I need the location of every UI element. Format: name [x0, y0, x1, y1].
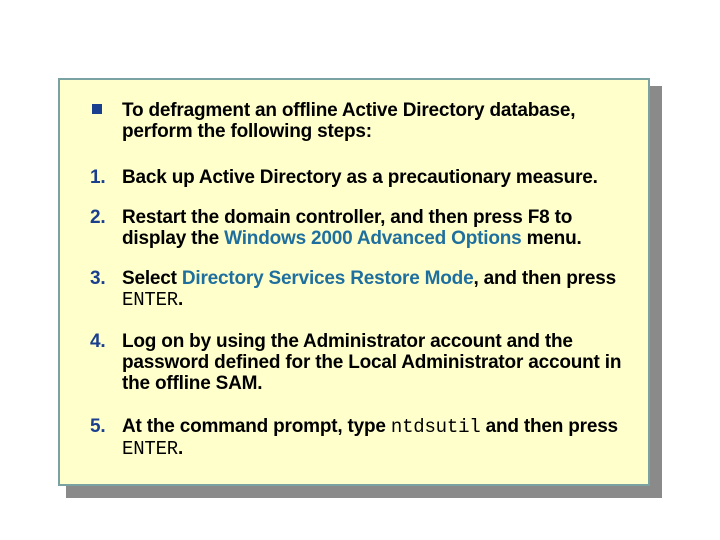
step-number: 5.: [90, 416, 106, 437]
step-number: 2.: [90, 207, 106, 228]
mode-name: Directory Services Restore Mode: [181, 268, 474, 289]
step-3: [90, 268, 630, 311]
step-number: 1.: [90, 167, 106, 188]
step-4: [90, 331, 630, 394]
key-name: ENTER: [122, 289, 179, 311]
step-text: Restart the domain controller, and then press F8 to display the Windows 2000 Advanced Options menu.: [122, 207, 582, 249]
intro-text: To defragment an offline Active Directory database, perform the following steps:: [122, 100, 576, 142]
intro-item: [90, 100, 630, 142]
step-5: [90, 416, 630, 460]
menu-name: Windows 2000 Advanced Options: [224, 228, 522, 249]
step-number: 4.: [90, 331, 106, 352]
step-text: Back up Active Directory as a precautionary measure.: [122, 167, 598, 188]
step-text: Log on by using the Administrator account and the password defined for the Local Administrator account in the offline SAM.: [122, 331, 622, 394]
step-2: [90, 207, 630, 249]
key-name: ENTER: [122, 438, 179, 460]
step-1: [90, 167, 630, 188]
step-text: Select Directory Services Restore Mode, and then press ENTER.: [122, 268, 616, 311]
step-text: At the command prompt, type ntdsutil and then press ENTER.: [122, 416, 618, 460]
command-name: ntdsutil: [390, 416, 481, 438]
square-bullet-icon: [92, 104, 102, 114]
content-panel: [58, 78, 650, 486]
step-number: 3.: [90, 268, 106, 289]
